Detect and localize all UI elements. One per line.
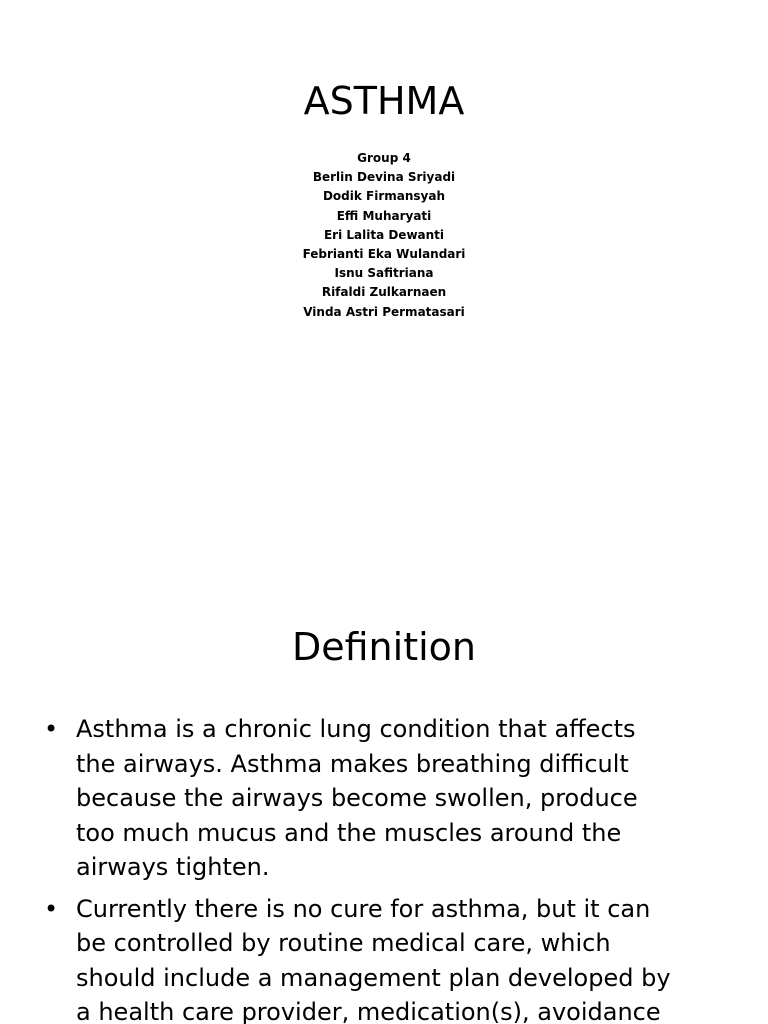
- member-name: Isnu Safitriana: [334, 266, 434, 281]
- member-name: Vinda Astri Permatasari: [303, 304, 465, 319]
- group-member-list: [0, 149, 768, 322]
- group-label: Group 4: [357, 151, 411, 165]
- bullet-text-line: a health care provider, medication(s), avoidance: [76, 998, 661, 1024]
- bullet-text-line: because the airways become swollen, produce: [76, 784, 638, 812]
- member-name: Effi Muharyati: [336, 208, 432, 223]
- member-name: Febrianti Eka Wulandari: [302, 246, 466, 261]
- bullet-item: [0, 712, 768, 885]
- member-name: Berlin Devina Sriyadi: [312, 170, 456, 185]
- definition-slide: [0, 576, 768, 1024]
- slide-title: ASTHMA: [303, 79, 465, 123]
- member-name: Rifaldi Zulkarnaen: [321, 285, 447, 300]
- bullet-text-line: the airways. Asthma makes breathing difficult: [76, 749, 629, 778]
- slide-title: Definition: [291, 625, 476, 669]
- bullet-marker: •: [44, 715, 59, 743]
- bullet-text-line: be controlled by routine medical care, which: [76, 929, 611, 957]
- bullet-marker: •: [44, 894, 59, 923]
- bullet-text-line: should include a management plan developed by: [76, 963, 671, 992]
- member-name: Dodik Firmansyah: [322, 189, 446, 204]
- definition-bullet-list: [0, 712, 768, 1024]
- bullet-text-line: too much mucus and the muscles around the: [76, 818, 622, 847]
- member-name: Eri Lalita Dewanti: [323, 227, 445, 242]
- bullet-text-line: airways tighten.: [76, 853, 270, 881]
- bullet-text-line: Currently there is no cure for asthma, but it can: [76, 894, 651, 923]
- bullet-item: [0, 892, 768, 1024]
- bullet-text-line: Asthma is a chronic lung condition that affects: [76, 715, 636, 743]
